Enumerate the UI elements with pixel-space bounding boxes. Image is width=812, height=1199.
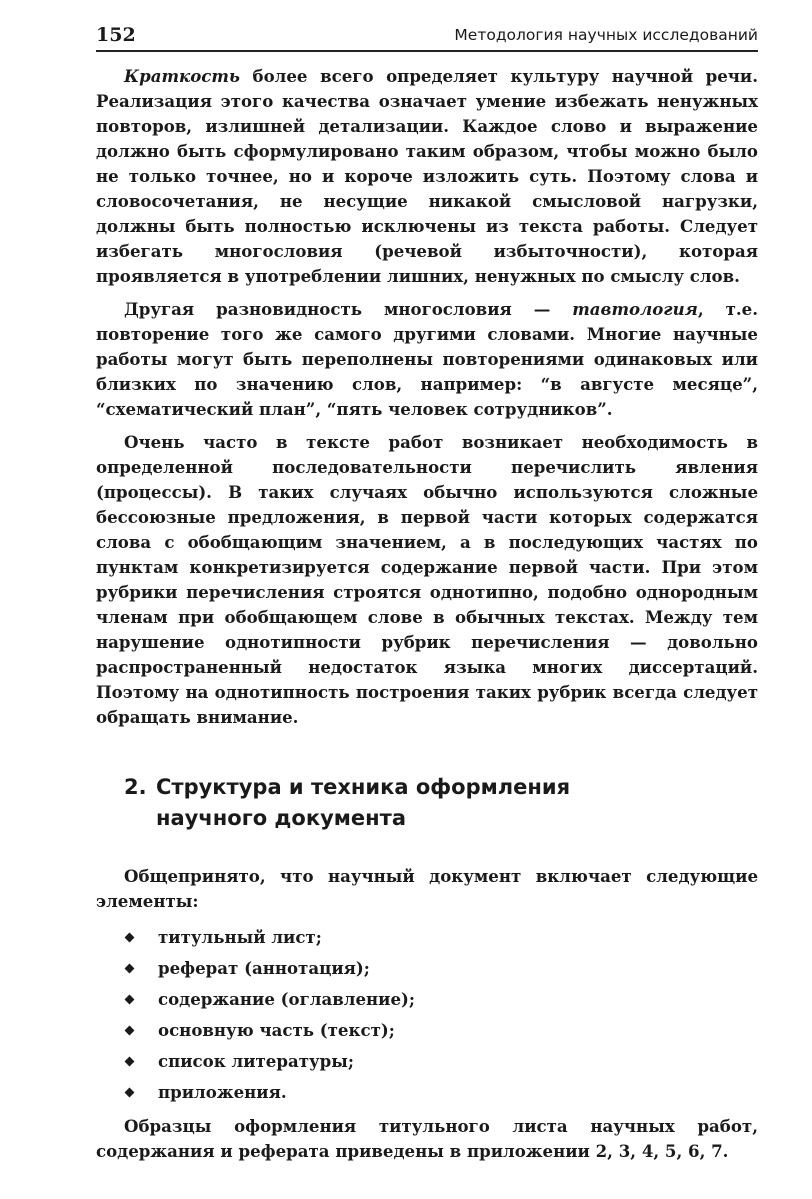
paragraph-tautology-after: , т.е. повторение того же самого другими словами. Многие научные работы могут быть переполнены повторениями одинаковых или близких по значению слов, например: “в августе месяце”, “схематический план”, “пять человек сотрудников”.	[96, 299, 758, 419]
section-heading	[124, 772, 758, 834]
list-item-text: основную часть (текст);	[158, 1020, 395, 1040]
paragraph-brevity-text: более всего определяет культуру научной речи. Реализация этого качества означает умение избежать ненужных повторов, излишней детализации. Каждое слово и выражение должно быть сформулировано таким образом, чтобы можно было не только точнее, но и короче изложить суть. Поэтому слова и словосочетания, не несущие никакой смысловой нагрузки, должны быть полностью исключены из текста работы. Следует избегать многословия (речевой избыточности), которая проявляется в употреблении лишних, ненужных по смыслу слов.	[96, 66, 758, 286]
page-header	[96, 24, 758, 54]
term-brevity: Краткость	[124, 66, 240, 86]
paragraph-tautology	[96, 297, 758, 422]
list-item-text: содержание (оглавление);	[158, 989, 416, 1009]
list-item	[126, 984, 758, 1015]
page-number: 152	[96, 24, 136, 46]
diamond-bullet-icon	[125, 1057, 135, 1067]
list-item-text: список литературы;	[158, 1051, 354, 1071]
section-title-line1: Структура и техника оформления	[156, 775, 571, 799]
paragraph-closing: Образцы оформления титульного листа научных работ, содержания и реферата приведены в приложении 2, 3, 4, 5, 6, 7.	[96, 1116, 758, 1161]
section-title-line2: научного документа	[156, 806, 407, 830]
diamond-bullet-icon	[125, 1088, 135, 1098]
diamond-bullet-icon	[125, 933, 135, 943]
list-item	[126, 1015, 758, 1046]
list-item	[126, 1077, 758, 1108]
header-rule	[96, 50, 758, 52]
diamond-bullet-icon	[125, 1026, 135, 1036]
diamond-bullet-icon	[125, 995, 135, 1005]
list-item-text: титульный лист;	[158, 927, 322, 947]
paragraph-brevity	[96, 64, 758, 289]
list-item-text: приложения.	[158, 1082, 287, 1102]
paragraph-tautology-before: Другая разновидность многословия —	[124, 299, 573, 319]
term-tautology: тавтология	[572, 299, 698, 319]
paragraph-intro: Общепринято, что научный документ включает следующие элементы:	[96, 866, 758, 911]
paragraph-enumeration: Очень часто в тексте работ возникает необходимость в определенной последовательности перечислить явления (процессы). В таких случаях обычно используются сложные бессоюзные предложения, в первой части которых содержатся слова с обобщающим значением, а в последующих частях по пунктам конкретизируется содержание первой части. При этом рубрики перечисления строятся однотипно, подобно однородным членам при обобщающем слове в обычных текстах. Между тем нарушение однотипности рубрик перечисления — довольно распространенный недостаток языка многих диссертаций. Поэтому на однотипность построения таких рубрик всегда следует обращать внимание.	[96, 432, 758, 727]
running-title: Методология научных исследований	[454, 26, 758, 44]
elements-list	[96, 922, 758, 1108]
diamond-bullet-icon	[125, 964, 135, 974]
section-number: 2.	[124, 775, 147, 799]
page-body	[96, 64, 758, 1172]
list-item	[126, 922, 758, 953]
list-item	[126, 953, 758, 984]
list-item-text: реферат (аннотация);	[158, 958, 370, 978]
list-item	[126, 1046, 758, 1077]
